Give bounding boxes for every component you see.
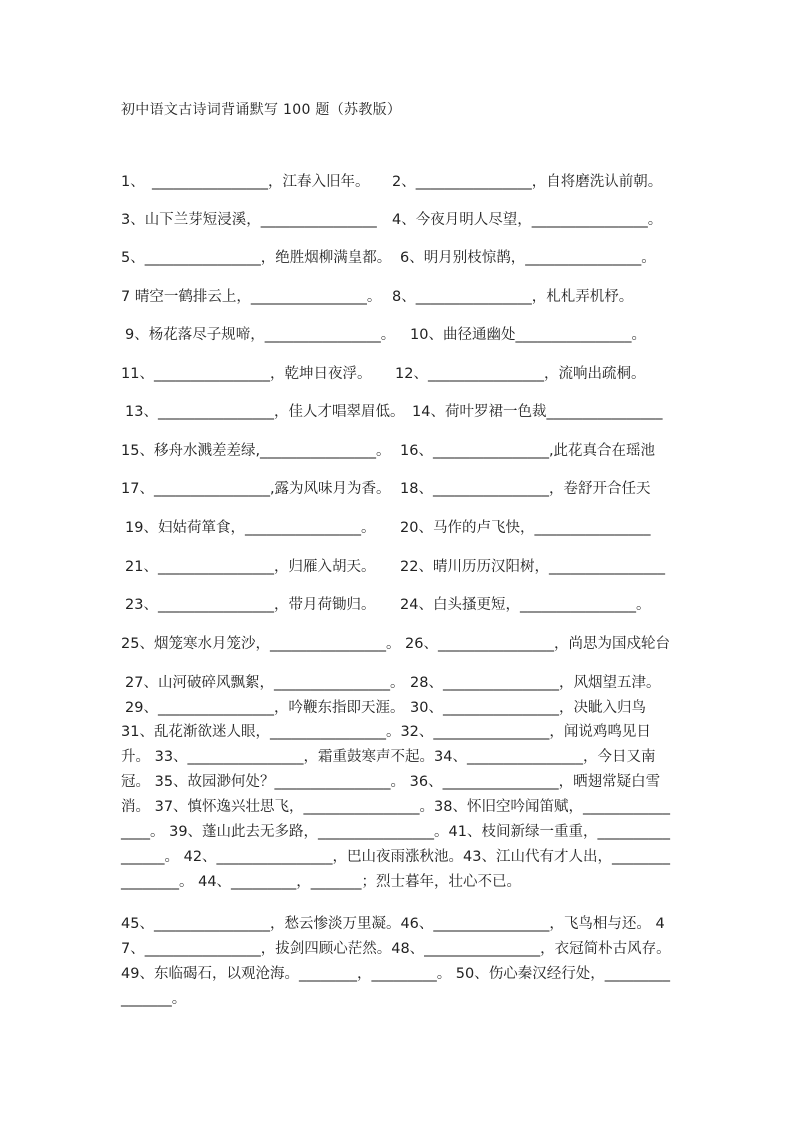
line-9-left: 17、________________,露为风味月为香。 bbox=[121, 481, 391, 497]
line-3-left: 5、________________，绝胜烟柳满皇都。 bbox=[121, 250, 392, 266]
line-3-right: 6、明月别枝惊鹊，________________。 bbox=[400, 250, 656, 266]
line-14-right: 28、________________，风烟望五津。 bbox=[410, 675, 661, 691]
line-1-left: 1、 ________________，江春入旧年。 bbox=[121, 174, 370, 190]
line-12-right: 24、白头搔更短，________________。 bbox=[400, 597, 651, 613]
line-4-left: 7 晴空一鹤排云上，________________。 bbox=[121, 289, 382, 305]
line-5-right: 10、曲径通幽处________________。 bbox=[410, 327, 646, 343]
line-2-left: 3、山下兰芽短浸溪，________________ bbox=[121, 212, 377, 228]
line-10-left: 19、妇姑荷箪食，________________。 bbox=[125, 520, 376, 536]
line-6-right: 12、________________，流响出疏桐。 bbox=[395, 366, 646, 382]
line-10-right: 20、马作的卢飞快，________________ bbox=[400, 520, 651, 536]
line-8-left: 15、移舟水溅差差绿,________________。 bbox=[121, 443, 391, 459]
line-4-right: 8、________________，札札弄机杼。 bbox=[392, 289, 634, 305]
line-14-left: 27、山河破碎风飘絮，________________。 bbox=[125, 675, 405, 691]
paragraph-31-44: 31、乱花渐欲迷人眼，________________。32、________________，闻说鸡鸣见日升。 33、________________，霜重鼓寒声不起。34、________________，今日又南冠。 35、故园渺何处？________________。 36、________________，晒翅常疑白雪消。 37、慎怀逸兴壮思飞，________________。38、怀旧空吟闻笛赋，________________。 39、蓬山此去无多路，________________。41、枝间新绿一重重，________________。 42、________________，巴山夜雨涨秋池。43、江山代有才人出，________________。 44、_________，_______；烈士暮年，壮心不已。 bbox=[121, 724, 671, 890]
line-13-right: 26、________________，尚思为国戍轮台 bbox=[405, 636, 670, 652]
line-13-left: 25、烟笼寒水月笼沙，________________。 bbox=[121, 636, 401, 652]
line-9-right: 18、________________，卷舒开合任天 bbox=[400, 481, 651, 497]
line-7-left: 13、________________，佳人才唱翠眉低。 bbox=[125, 404, 405, 420]
line-5-left: 9、杨花落尽子规啼，________________。 bbox=[125, 327, 396, 343]
line-2-right: 4、今夜月明人尽望，________________。 bbox=[392, 212, 663, 228]
paragraph-45-50: 45、________________，愁云惨淡万里凝。46、________________，飞鸟相与还。 47、________________，拔剑四顾心茫然。48、________________，衣冠简朴古风存。 49、东临碣石，以观沧海。________，_________。 50、伤心秦汉经行处，________________。 bbox=[121, 916, 671, 1007]
line-11-left: 21、________________，归雁入胡天。 bbox=[125, 559, 376, 575]
line-1-right: 2、________________，自将磨洗认前朝。 bbox=[392, 174, 663, 190]
page-title: 初中语文古诗词背诵默写 100 题（苏教版） bbox=[121, 102, 402, 118]
line-11-right: 22、晴川历历汉阳树，________________ bbox=[400, 559, 665, 575]
line-12-left: 23、________________，带月荷锄归。 bbox=[125, 597, 376, 613]
line-8-right: 16、________________,此花真合在瑶池 bbox=[400, 443, 656, 459]
line-15-right: 30、________________，决眦入归鸟 bbox=[410, 700, 646, 716]
line-7-right: 14、荷叶罗裙一色裁________________ bbox=[412, 404, 663, 420]
line-15-left: 29、________________，吟鞭东指即天涯。 bbox=[125, 700, 405, 716]
line-6-left: 11、________________，乾坤日夜浮。 bbox=[121, 366, 372, 382]
